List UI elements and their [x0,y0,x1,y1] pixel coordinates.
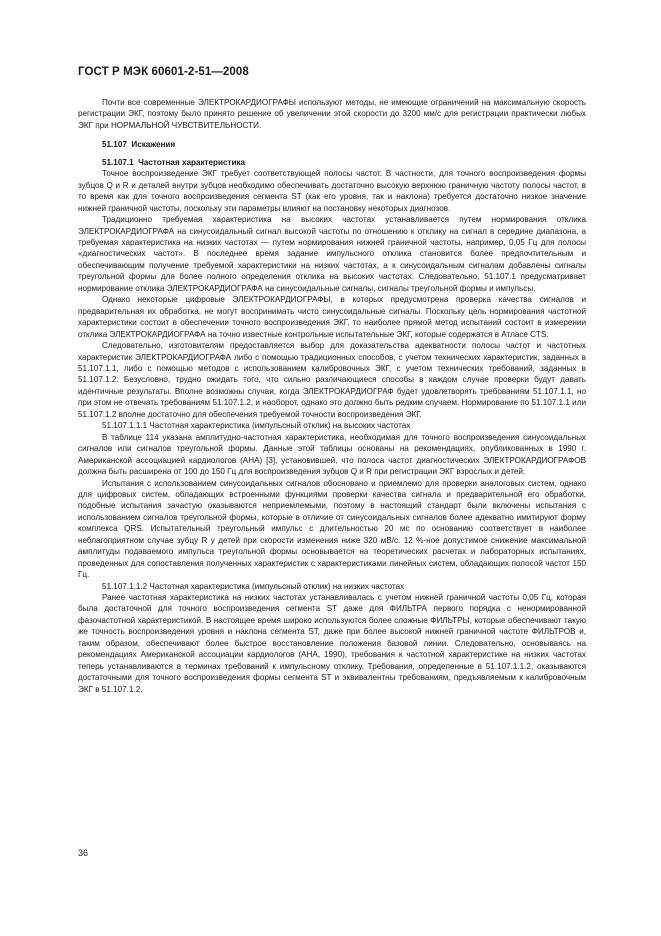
section-number: 51.107 [102,140,127,150]
document-body [78,97,586,695]
subsection-title: Частотная характеристика [138,157,246,167]
paragraph-4: Следовательно, изготовителям предоставляется выбор для доказательства адекватности полосы частот и частотных характеристик ЭЛЕКТРОКАРДИОГРАФА либо с помощью традиционных способов, с учетом технических характеристик, заданных в 51.107.1.1, либо с помощью методов с использованием калибровочных ЭКГ, с учетом технических требований, заданных в 51.107.1.2. Безусловно, трудно ожидать того, что сильно различающиеся способы в каждом случае проверки будут давать идентичные результаты. Вполне возможны случаи, когда ЭЛЕКТРОКАРДИОГРАФ будет удовлетворять требованиям 51.107.1.1, но при этом не отвечать требованиям 51.107.1.2, и наоборот, однако это должно быть редким случаем. Нормирование по 51.107.1.1 или 51.107.1.2 вполне достаточно для обеспечения требуемой точности воспроизведения ЭКГ. [78,341,586,419]
paragraph-2: Традиционно требуемая характеристика на высоких частотах устанавливается путем нормирования отклика ЭЛЕКТРОКАРДИОГРАФА на синусоидальный сигнал высокой частоты по отношению к отклику на сигнал в середине диапазона, а требуемая характеристика на низких частотах — путем нормирования нижней граничной частоты, например, 0,05 Гц для полосы «диагностических частот». В последнее время задание импульсного отклика становится более предпочтительным и обеспечивающим получение требуемой характеристики на низких частотах, а к синусоидальным сигналам добавлены сигналы треугольной формы для более полного определения отклика на высоких частотах. Следовательно, 51.107.1 предусматривает нормирование отклика ЭЛЕКТРОКАРДИОГРАФА на синусоидальные сигналы, сигналы треугольной формы и импульсы. [78,215,586,293]
intro-paragraph: Почти все современные ЭЛЕКТРОКАРДИОГРАФЫ используют методы, не имеющие ограничений на максимальную скорость регистрации ЭКГ, поэтому было принято решение об увеличении этой скорости до 3200 мм/с для регистрации практически любых ЭКГ при НОРМАЛЬНОЙ ЧУВСТВИТЕЛЬНОСТИ. [78,98,586,130]
subsection-heading [78,157,586,168]
paragraph-3: Однако некоторые цифровые ЭЛЕКТРОКАРДИОГРАФЫ, в которых предусмотрена проверка качества сигналов и предварительная их обработка, не могут воспринимать чисто синусоидальные сигналы. Поскольку цель нормирования частотной характеристики состоит в обеспечении точного воспроизведения ЭКГ, то наиболее прямой метод испытаний состоит в измерении отклика ЭЛЕКТРОКАРДИОГРАФА на точно известные контрольные испытательные ЭКГ, которые содержатся в Атласе CTS. [78,295,586,339]
subsection-number: 51.107.1 [102,157,134,167]
section-heading [78,139,586,150]
paragraph-7: Ранее частотная характеристика на низких частотах устанавливалась с учетом нижней граничной частоты 0,05 Гц, которая была достаточной для точного воспроизведения сегмента ST даже для ФИЛЬТРА первого порядка с ненормированной фазочастотной характеристикой. В настоящее время широко используются более сложные ФИЛЬТРЫ, которые обеспечивают такую же точность воспроизведения уровня и наклона сегмента ST, даже при более высокой нижней граничной частоте ФИЛЬТРОВ и, таким образом, обеспечивают более быстрое восстановление положения базовой линии. Следовательно, основываясь на рекомендациях Американской ассоциации кардиологов (АНА, 1990), требования к частотной характеристике на низких частотах теперь устанавливаются в терминах требований к импульсному отклику. Требования, определенные в 51.107.1.1.2, оказываются достаточными для точного воспроизведения формы сегмента ST и эквивалентны требованиям, предъявляемым к калибровочным ЭКГ в 51.107.1.2. [78,593,586,694]
paragraph-1: Точное воспроизведение ЭКГ требует соответствующей полосы частот. В частности, для точного воспроизведения формы зубцов Q и R и деталей внутри зубцов необходимо обеспечивать достаточно высокую верхнюю граничную частоту полосы частот, в то время как для точного воспроизведения сегмента ST (как его уровня, так и наклона) требуется достаточно низкое значение нижней граничной частоты, поскольку эти параметры влияют на постановку некоторых диагнозов. [78,169,586,213]
section-title: Искажения [131,140,176,150]
subsubsection-heading-high: 51.107.1.1.1 Частотная характеристика (импульсный отклик) на высоких частотах [102,421,411,431]
subsubsection-heading-low: 51.107.1.1.2 Частотная характеристика (импульсный отклик) на низких частотах [102,581,405,591]
paragraph-6: Испытания с использованием синусоидальных сигналов обосновано и приемлемо для проверки аналоговых систем, однако для цифровых систем, обладающих встроенными функциями проверки качества сигнала и предварительной его обработки, подобные испытания зачастую оказываются неприемлемыми, поэтому в настоящий стандарт были включены испытания с использованием сигналов треугольной формы, которые в отличие от синусоидальных сигналов более адекватно имитируют форму комплекса QRS. Испытательный треугольный импульс с длительностью 20 мс по основанию соответствует в наиболее неблагоприятном случае зубцу R у детей при скорости изменения нижe 320 мВ/с. 12 %-ное допустимое снижение максимальной амплитуды подаваемого импульса треугольной формы основывается на теоретических расчетах и лабораторных испытаниях, проведенных для сопоставления полученных характеристик с характеристиками линейных систем, обладающих полосой частот 150 Гц. [78,478,586,580]
paragraph-5: В таблице 114 указана амплитудно-частотная характеристика, необходимая для точного воспроизведения синусоидальных сигналов или сигналов треугольной формы. Данные этой таблицы основаны на рекомендациях, опубликованных в 1990 г. Американской ассоциацией кардиологов (АНА) [3], установившей, что полоса частот диагностических ЭЛЕКТРОКАРДИОГРАФОВ должна быть расширена от 100 до 150 Гц для воспроизведения зубцов Q и R при регистрации ЭКГ взрослых и детей. [78,432,586,477]
document-header-title: ГОСТ Р МЭК 60601-2-51—2008 [78,66,249,78]
page-number: 36 [78,848,89,858]
